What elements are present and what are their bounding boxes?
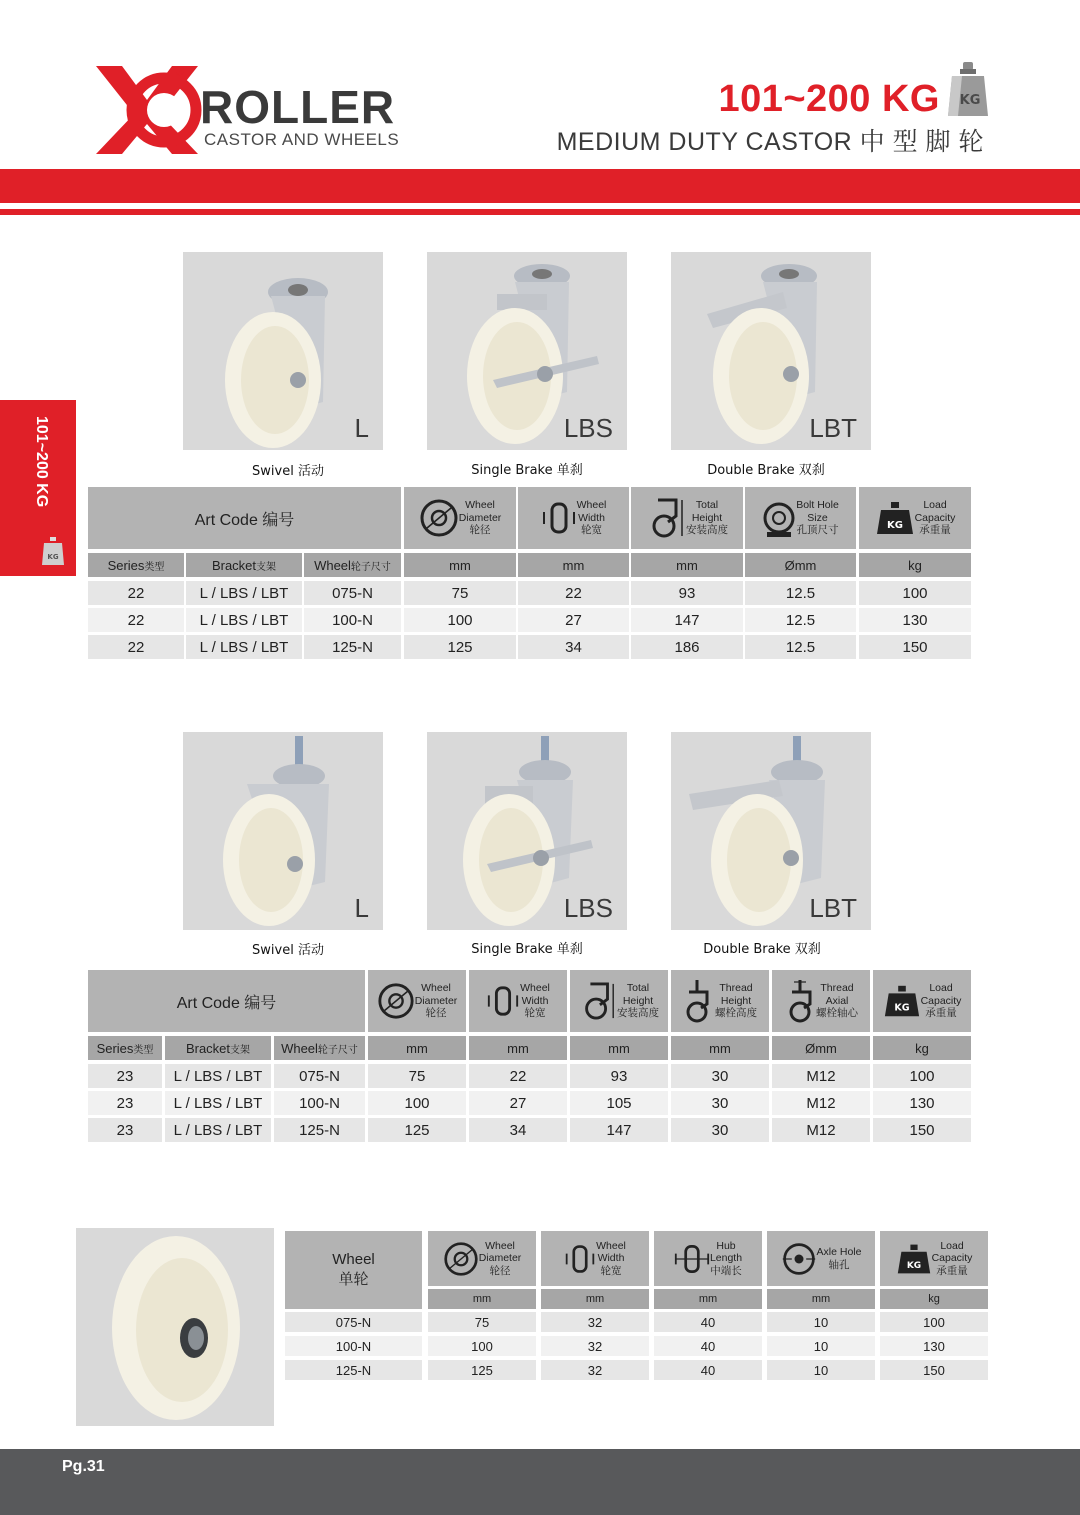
cell-thread-axial: M12 xyxy=(772,1091,870,1115)
col-label-line: Load xyxy=(923,499,947,512)
col-total-height xyxy=(631,487,743,549)
wheel-image xyxy=(76,1228,274,1426)
product-photo-lbt xyxy=(671,252,871,450)
col-label-line: Wheel xyxy=(576,499,607,512)
col-label-line: Height xyxy=(720,994,752,1007)
castor-swivel-threaded-image xyxy=(183,732,383,930)
unit-cell: mm xyxy=(428,1289,536,1309)
thread-height-icon xyxy=(683,978,715,1024)
svg-text:KG: KG xyxy=(959,93,981,108)
product-code: L xyxy=(354,413,369,443)
subheader-text: Bracket xyxy=(185,1040,231,1056)
col-label-line: Height xyxy=(691,511,723,524)
product-photo-lbs xyxy=(427,732,627,930)
wheel-width-icon xyxy=(486,981,520,1021)
col-label-line: 螺栓轴心 xyxy=(816,1007,858,1020)
col-label-line: Width xyxy=(521,994,549,1007)
col-label-line: Height xyxy=(622,994,654,1007)
subheader-text: Series xyxy=(107,557,145,573)
subheader-text: Wheel xyxy=(281,1040,318,1056)
col-label-line: 安装高度 xyxy=(617,1007,659,1020)
axle-hole-icon xyxy=(781,1241,817,1277)
cell-diameter: 125 xyxy=(404,635,516,659)
cell-load: 150 xyxy=(859,635,971,659)
cell-width: 34 xyxy=(469,1118,567,1142)
subheader-text-cn: 轮子尺寸 xyxy=(350,561,391,573)
unit-cell: mm xyxy=(570,1036,668,1060)
header-band xyxy=(0,169,1080,203)
cell-series: 22 xyxy=(88,581,184,605)
cell-series: 23 xyxy=(88,1091,162,1115)
cell-bracket: L / LBS / LBT xyxy=(186,581,302,605)
col-label-line: Width xyxy=(597,1252,625,1265)
cell-thread-height: 30 xyxy=(671,1064,769,1088)
col-label-line: Diameter xyxy=(414,994,458,1007)
brand-name: ROLLER xyxy=(200,81,396,133)
wheel-width-icon xyxy=(541,498,577,538)
col-label-line: 轮径 xyxy=(469,524,491,537)
cell-height: 105 xyxy=(570,1091,668,1115)
cell-diameter: 75 xyxy=(404,581,516,605)
cell-load: 130 xyxy=(880,1336,988,1356)
subheader-series xyxy=(88,553,184,577)
subheader-bracket xyxy=(186,553,302,577)
cell-hub: 40 xyxy=(654,1312,762,1332)
cell-axle: 10 xyxy=(767,1336,875,1356)
unit-cell: mm xyxy=(654,1289,762,1309)
cell-wheel: 125-N xyxy=(304,635,401,659)
product-photo-lbs xyxy=(427,252,627,450)
cell-wheel: 100-N xyxy=(285,1336,422,1356)
cell-width: 32 xyxy=(541,1360,649,1380)
brand-tagline: CASTOR AND WHEELS xyxy=(204,130,400,149)
cell-width: 27 xyxy=(518,608,629,632)
cell-diameter: 100 xyxy=(404,608,516,632)
product-photo-lbt xyxy=(671,732,871,930)
col-label-line: Axial xyxy=(825,994,849,1007)
subheader-text: Wheel xyxy=(314,557,351,573)
cell-bracket: L / LBS / LBT xyxy=(165,1118,271,1142)
col-label-line: Wheel xyxy=(596,1239,626,1252)
subheader-wheel xyxy=(274,1036,365,1060)
col-label-line: Axle Hole xyxy=(816,1245,862,1258)
col-label-line: 轮宽 xyxy=(580,524,602,537)
col-label-line: 轮宽 xyxy=(600,1264,622,1277)
caption-swivel: Swivel 活动 xyxy=(252,943,324,958)
unit-cell: mm xyxy=(767,1289,875,1309)
unit-cell: mm xyxy=(541,1289,649,1309)
cell-load: 150 xyxy=(880,1360,988,1380)
unit-cell: mm xyxy=(518,553,629,577)
wheel-header-text-cn: 单轮 xyxy=(338,1271,369,1288)
page-number: Pg.31 xyxy=(62,1458,105,1475)
col-wheel-width xyxy=(518,487,629,549)
col-load-capacity xyxy=(880,1231,988,1286)
wheel-photo xyxy=(76,1228,274,1426)
col-label-line: Wheel xyxy=(520,982,550,995)
unit-cell: mm xyxy=(671,1036,769,1060)
col-hub-length xyxy=(654,1231,762,1286)
cell-load: 100 xyxy=(880,1312,988,1332)
col-label-line: Thread xyxy=(719,982,753,995)
subheader-text: Bracket xyxy=(211,557,257,573)
col-wheel-diameter xyxy=(368,970,466,1032)
col-total-height xyxy=(570,970,668,1032)
col-label-line: Thread xyxy=(820,982,854,995)
caption-swivel: Swivel 活动 xyxy=(252,464,324,479)
col-label-line: 螺栓高度 xyxy=(715,1007,757,1020)
cell-thread-axial: M12 xyxy=(772,1118,870,1142)
art-code-header: Art Code 编号 xyxy=(88,970,365,1032)
load-capacity-icon xyxy=(883,983,921,1019)
col-label-line: Hub xyxy=(716,1239,736,1252)
cell-series: 22 xyxy=(88,608,184,632)
unit-cell: Ømm xyxy=(772,1036,870,1060)
brand-logo xyxy=(92,62,452,158)
col-label-line: Total xyxy=(695,499,719,512)
cell-width: 22 xyxy=(469,1064,567,1088)
cell-height: 147 xyxy=(631,608,743,632)
svg-text:KG: KG xyxy=(893,1002,910,1014)
cell-axle: 10 xyxy=(767,1360,875,1380)
cell-bolt: 12.5 xyxy=(745,581,856,605)
svg-text:KG: KG xyxy=(47,553,59,561)
cell-wheel: 075-N xyxy=(274,1064,365,1088)
subheader-text-cn: 类型 xyxy=(133,1044,154,1056)
unit-cell: Ømm xyxy=(745,553,856,577)
product-code: L xyxy=(354,893,369,923)
col-label-line: Total xyxy=(626,982,650,995)
subheader-wheel xyxy=(304,553,401,577)
svg-text:KG: KG xyxy=(886,520,903,531)
col-wheel-diameter xyxy=(404,487,516,549)
cell-height: 93 xyxy=(631,581,743,605)
col-bolt-hole xyxy=(745,487,856,549)
caption-single-brake: Single Brake 单刹 xyxy=(471,463,583,478)
col-label-line: Diameter xyxy=(478,1252,522,1265)
cell-axle: 10 xyxy=(767,1312,875,1332)
cell-hub: 40 xyxy=(654,1336,762,1356)
unit-cell: mm xyxy=(404,553,516,577)
col-label-line: 安装高度 xyxy=(686,524,728,537)
col-thread-axial xyxy=(772,970,870,1032)
col-label-line: 轮径 xyxy=(425,1007,447,1020)
registered-mark: ® xyxy=(174,64,186,78)
kg-weight-icon xyxy=(946,60,990,118)
subheader-text-cn: 支架 xyxy=(256,561,277,573)
cell-diameter: 75 xyxy=(428,1312,536,1332)
svg-text:KG: KG xyxy=(906,1260,921,1271)
product-code: LBS xyxy=(563,413,613,443)
col-label-line: Capacity xyxy=(920,994,962,1007)
cell-bolt: 12.5 xyxy=(745,608,856,632)
cell-thread-height: 30 xyxy=(671,1091,769,1115)
col-label-line: 轴孔 xyxy=(828,1258,850,1271)
col-label-line: Capacity xyxy=(914,511,956,524)
col-label-line: Wheel xyxy=(485,1239,515,1252)
product-photo-l xyxy=(183,252,383,450)
cell-diameter: 125 xyxy=(368,1118,466,1142)
caption-single-brake: Single Brake 单刹 xyxy=(471,942,583,957)
thread-axial-icon xyxy=(784,978,816,1024)
unit-cell: mm xyxy=(469,1036,567,1060)
product-code: LBS xyxy=(563,893,613,923)
cell-wheel: 075-N xyxy=(304,581,401,605)
cell-wheel: 125-N xyxy=(274,1118,365,1142)
cell-height: 93 xyxy=(570,1064,668,1088)
cell-width: 34 xyxy=(518,635,629,659)
duty-title: MEDIUM DUTY CASTOR 中 型 脚 轮 xyxy=(556,128,984,156)
col-label-line: Capacity xyxy=(931,1252,973,1265)
side-tab-label: 101~200 KG xyxy=(33,416,50,508)
col-wheel-width xyxy=(469,970,567,1032)
wheel-header-text: Wheel xyxy=(332,1251,375,1268)
col-load-capacity xyxy=(859,487,971,549)
product-photo-l xyxy=(183,732,383,930)
hub-length-icon xyxy=(674,1241,710,1277)
cell-thread-axial: M12 xyxy=(772,1064,870,1088)
cell-wheel: 125-N xyxy=(285,1360,422,1380)
caption-double-brake: Double Brake 双刹 xyxy=(703,942,821,957)
cell-series: 23 xyxy=(88,1064,162,1088)
cell-thread-height: 30 xyxy=(671,1118,769,1142)
wheel-diameter-icon xyxy=(377,981,415,1021)
cell-width: 32 xyxy=(541,1336,649,1356)
col-wheel-diameter xyxy=(428,1231,536,1286)
cell-series: 22 xyxy=(88,635,184,659)
cell-load: 100 xyxy=(873,1064,971,1088)
cell-wheel: 075-N xyxy=(285,1312,422,1332)
caption-double-brake: Double Brake 双刹 xyxy=(707,463,825,478)
total-height-icon xyxy=(646,496,686,540)
cell-load: 150 xyxy=(873,1118,971,1142)
col-label-line: Wheel xyxy=(421,982,451,995)
product-code: LBT xyxy=(809,893,857,923)
wheel-diameter-icon xyxy=(419,498,459,538)
unit-cell: mm xyxy=(368,1036,466,1060)
load-capacity-icon xyxy=(896,1242,932,1276)
cell-wheel: 100-N xyxy=(274,1091,365,1115)
unit-cell: kg xyxy=(859,553,971,577)
product-code: LBT xyxy=(809,413,857,443)
header-band-thin xyxy=(0,209,1080,215)
col-load-capacity xyxy=(873,970,971,1032)
cell-diameter: 100 xyxy=(368,1091,466,1115)
col-label-line: 孔顶尺寸 xyxy=(796,524,839,537)
col-axle-hole xyxy=(767,1231,875,1286)
footer-bar xyxy=(0,1449,1080,1515)
castor-swivel-image xyxy=(183,252,383,450)
cell-wheel: 100-N xyxy=(304,608,401,632)
col-label-line: Length xyxy=(709,1252,743,1265)
col-label-line: 轮径 xyxy=(489,1264,511,1277)
cell-width: 22 xyxy=(518,581,629,605)
col-thread-height xyxy=(671,970,769,1032)
cell-bracket: L / LBS / LBT xyxy=(186,635,302,659)
col-label-line: 承重量 xyxy=(925,1007,957,1020)
cell-hub: 40 xyxy=(654,1360,762,1380)
cell-series: 23 xyxy=(88,1118,162,1142)
load-capacity-icon xyxy=(875,500,915,536)
subheader-bracket xyxy=(165,1036,271,1060)
col-wheel-width xyxy=(541,1231,649,1286)
col-label-line: Width xyxy=(578,511,605,524)
unit-cell: kg xyxy=(880,1289,988,1309)
cell-width: 27 xyxy=(469,1091,567,1115)
cell-height: 186 xyxy=(631,635,743,659)
col-label-line: Load xyxy=(940,1239,964,1252)
cell-diameter: 75 xyxy=(368,1064,466,1088)
unit-cell: mm xyxy=(631,553,743,577)
col-label-line: 承重量 xyxy=(919,524,951,537)
wheel-header xyxy=(285,1231,422,1309)
subheader-text: Series xyxy=(96,1040,134,1056)
cell-bracket: L / LBS / LBT xyxy=(186,608,302,632)
col-label-line: Size xyxy=(807,511,828,524)
cell-width: 32 xyxy=(541,1312,649,1332)
cell-height: 147 xyxy=(570,1118,668,1142)
col-label-line: 中端长 xyxy=(710,1264,742,1277)
cell-diameter: 125 xyxy=(428,1360,536,1380)
col-label-line: Wheel xyxy=(465,499,495,512)
subheader-text-cn: 支架 xyxy=(230,1044,251,1056)
bolt-hole-icon xyxy=(762,496,796,540)
total-height-icon xyxy=(579,979,617,1023)
cell-load: 130 xyxy=(859,608,971,632)
cell-load: 100 xyxy=(859,581,971,605)
unit-cell: kg xyxy=(873,1036,971,1060)
art-code-header: Art Code 编号 xyxy=(88,487,401,549)
cell-bracket: L / LBS / LBT xyxy=(165,1064,271,1088)
col-label-line: Load xyxy=(929,982,953,995)
cell-bolt: 12.5 xyxy=(745,635,856,659)
subheader-text-cn: 轮子尺寸 xyxy=(317,1044,358,1056)
col-label-line: Bolt Hole xyxy=(796,499,839,512)
wheel-diameter-icon xyxy=(443,1241,479,1277)
kg-weight-icon xyxy=(41,536,65,566)
col-label-line: Diameter xyxy=(458,511,502,524)
subheader-text-cn: 类型 xyxy=(144,561,165,573)
wheel-width-icon xyxy=(564,1241,596,1277)
col-label-line: 承重量 xyxy=(936,1264,968,1277)
col-label-line: 轮宽 xyxy=(524,1007,546,1020)
subheader-series xyxy=(88,1036,162,1060)
cell-load: 130 xyxy=(873,1091,971,1115)
load-range-title: 101~200 KG xyxy=(718,78,940,120)
cell-bracket: L / LBS / LBT xyxy=(165,1091,271,1115)
cell-diameter: 100 xyxy=(428,1336,536,1356)
